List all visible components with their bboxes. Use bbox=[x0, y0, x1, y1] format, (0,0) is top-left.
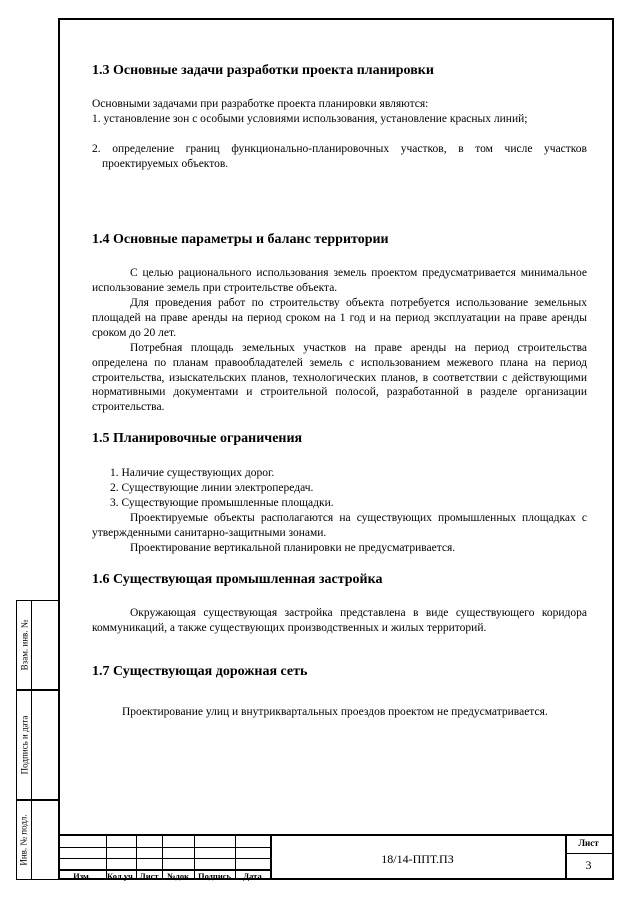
title-block bbox=[58, 834, 614, 880]
sheet-number: 3 bbox=[585, 858, 592, 872]
section-1-3-item-1: 1. установление зон с особыми условиями использования, установление красных линий; bbox=[92, 113, 528, 125]
titleblock-koluch: Кол.уч. bbox=[107, 871, 135, 881]
section-1-5-item-3: 3. Существующие промышленные площадки. bbox=[110, 497, 334, 509]
section-1-3-item-2: 2. определение границ функционально-планировочных участков, в том числе участков проектируемых объектов. bbox=[92, 143, 587, 170]
sidebar-label-inv-vzam: Взам. инв. № bbox=[19, 619, 29, 671]
section-1-6-paragraph: Окружающая существующая застройка представлена в виде существующего коридора коммуникаций, а также существующих производственных и жилых территорий. bbox=[92, 607, 587, 634]
section-1-4-paragraph-1: С целью рационального использования земель проектом предусматривается минимальное использование земель при строительстве объекта. bbox=[92, 267, 587, 294]
section-1-7-title: 1.7 Существующая дорожная сеть bbox=[92, 664, 308, 679]
sidebar-label-podpis: Подпись и дата bbox=[19, 715, 29, 775]
titleblock-ndok: №док bbox=[167, 871, 189, 881]
section-1-5-paragraph-2: Проектирование вертикальной планировки не предусматривается. bbox=[130, 542, 456, 554]
sidebar-label-inv-podl: Инв. № подл. bbox=[19, 814, 29, 866]
section-1-6-title: 1.6 Существующая промышленная застройка bbox=[92, 572, 383, 587]
section-1-5-paragraph-1: Проектируемые объекты располагаются на существующих промышленных площадках с утвержденными санитарно-защитными зонами. bbox=[92, 512, 587, 539]
section-1-4-title: 1.4 Основные параметры и баланс территории bbox=[92, 232, 389, 247]
sheet-label: Лист bbox=[578, 838, 599, 848]
titleblock-data: Дата bbox=[243, 871, 262, 881]
section-1-5-item-2: 2. Существующие линии электропередач. bbox=[110, 482, 314, 494]
sidebar-stamp-inv-podl bbox=[16, 800, 60, 880]
section-1-5-title: 1.5 Планировочные ограничения bbox=[92, 431, 303, 446]
titleblock-list: Лист bbox=[139, 871, 159, 881]
section-1-4-paragraph-3: Потребная площадь земельных участков на праве аренды на период строительства определена по планам правообладателей земель с использованием межевого плана на период строительства, изыскательских планов, технологических планов, в соответствии с действующими нормативными документами и строительной полосой, разработанной в разделе организации строительства. bbox=[92, 342, 587, 414]
section-1-7-paragraph: Проектирование улиц и внутриквартальных проездов проектом не предусматривается. bbox=[122, 706, 548, 718]
titleblock-izm: Изм. bbox=[73, 871, 91, 881]
section-1-3-title: 1.3 Основные задачи разработки проекта планировки bbox=[92, 63, 434, 78]
document-code: 18/14-ППТ.ПЗ bbox=[381, 852, 454, 866]
section-1-3-intro: Основными задачами при разработке проекта планировки являются: bbox=[92, 98, 429, 110]
section-1-4-paragraph-2: Для проведения работ по строительству объекта потребуется использование земельных площадей на праве аренды на период сроком на 1 год и на период эксплуатации на праве аренды сроком до 20 лет. bbox=[92, 297, 587, 339]
titleblock-podpis: Подпись bbox=[198, 871, 231, 881]
section-1-5-item-1: 1. Наличие существующих дорог. bbox=[110, 467, 275, 479]
sidebar-stamp-inv-vzam bbox=[16, 600, 60, 690]
sidebar-stamp-podpis bbox=[16, 690, 60, 800]
